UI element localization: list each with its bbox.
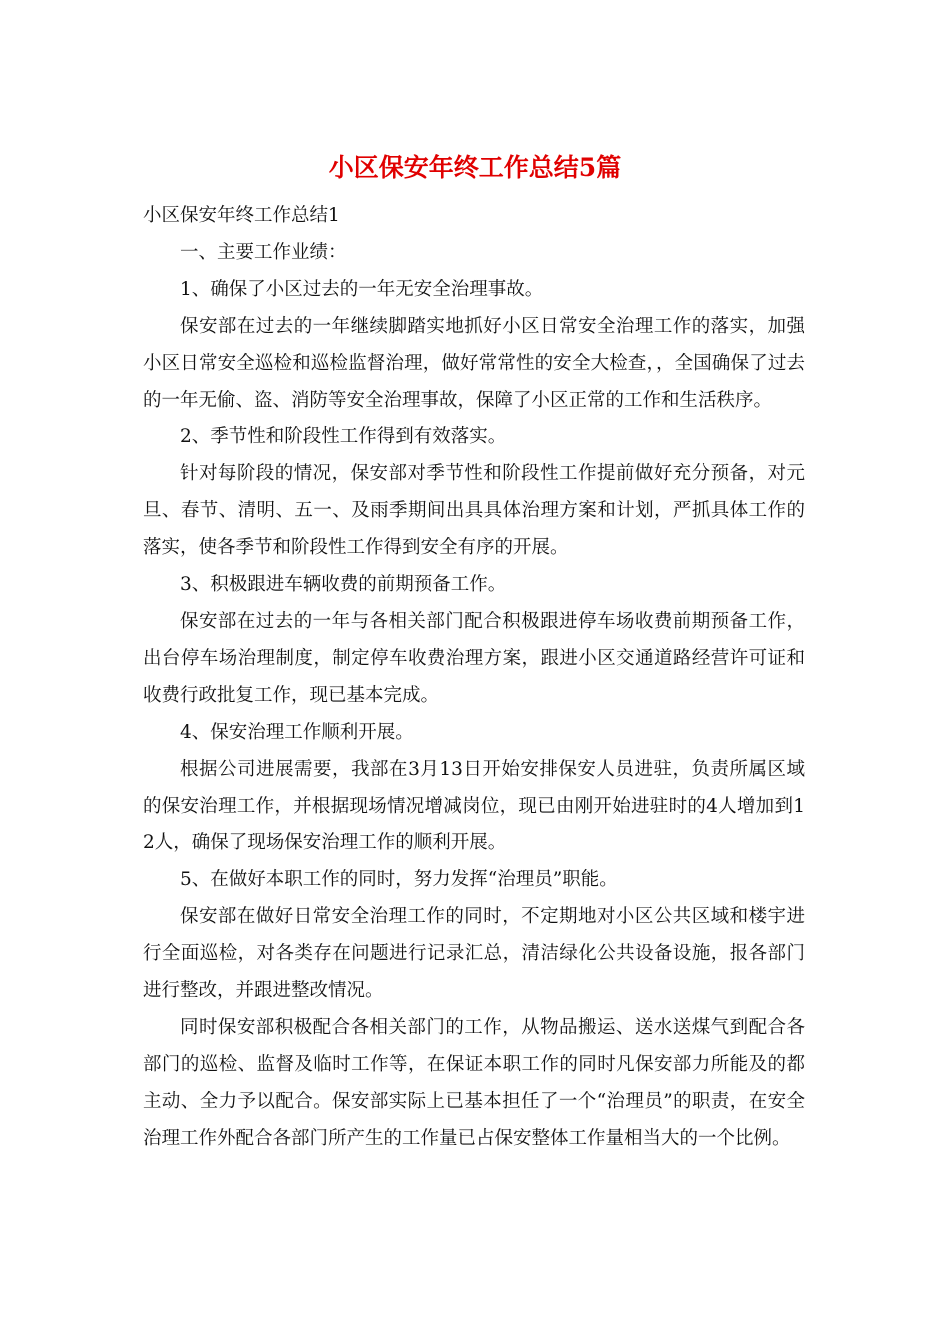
paragraph-item-1-heading: 1、确保了小区过去的一年无安全治理事故。 <box>180 278 544 300</box>
paragraph-item-3-heading: 3、积极跟进车辆收费的前期预备工作。 <box>180 574 507 596</box>
paragraph-item-2-heading: 2、季节性和阶段性工作得到有效落实。 <box>180 426 507 448</box>
paragraph-item-5-heading: 5、在做好本职工作的同时，努力发挥“治理员”职能。 <box>180 869 618 891</box>
document-body <box>143 198 805 1158</box>
paragraph-item-1-body: 保安部在过去的一年继续脚踏实地抓好小区日常安全治理工作的落实，加强小区日常安全巡检和巡检监督治理，做好常常性的安全大检查，，全国确保了过去的一年无偷、盗、消防等安全治理事故，保障了小区正常的工作和生活秩序。 <box>143 315 805 411</box>
paragraph-item-4-heading: 4、保安治理工作顺利开展。 <box>180 721 414 743</box>
paragraph-main-achievements-heading: 一、主要工作业绩： <box>180 241 347 263</box>
paragraph-item-2-body: 针对每阶段的情况，保安部对季节性和阶段性工作提前做好充分预备，对元旦、春节、清明、五一、及雨季期间出具具体治理方案和计划，严抓具体工作的落实，使各季节和阶段性工作得到安全有序的开展。 <box>143 463 805 559</box>
document-title: 小区保安年终工作总结5篇 <box>328 153 622 182</box>
section-heading: 小区保安年终工作总结1 <box>143 205 340 226</box>
paragraph-item-3-body: 保安部在过去的一年与各相关部门配合积极跟进停车场收费前期预备工作，出台停车场治理制度，制定停车收费治理方案，跟进小区交通道路经营许可证和收费行政批复工作，现已基本完成。 <box>143 610 805 706</box>
paragraph-item-4-body: 根据公司进展需要，我部在3月13日开始安排保安人员进驻，负责所属区域的保安治理工作，并根据现场情况增减岗位，现已由刚开始进驻时的4人增加到12人，确保了现场保安治理工作的顺利开展。 <box>143 758 805 854</box>
paragraph-item-5-body-continued: 同时保安部积极配合各相关部门的工作，从物品搬运、送水送煤气到配合各部门的巡检、监督及临时工作等，在保证本职工作的同时凡保安部力所能及的都主动、全力予以配合。保安部实际上已基本担任了一个“治理员”的职责，在安全治理工作外配合各部门所产生的工作量已占保安整体工作量相当大的一个比例。 <box>143 1016 805 1149</box>
paragraph-item-5-body: 保安部在做好日常安全治理工作的同时，不定期地对小区公共区域和楼宇进行全面巡检，对各类存在问题进行记录汇总，清洁绿化公共设备设施，报各部门进行整改，并跟进整改情况。 <box>143 906 805 1002</box>
